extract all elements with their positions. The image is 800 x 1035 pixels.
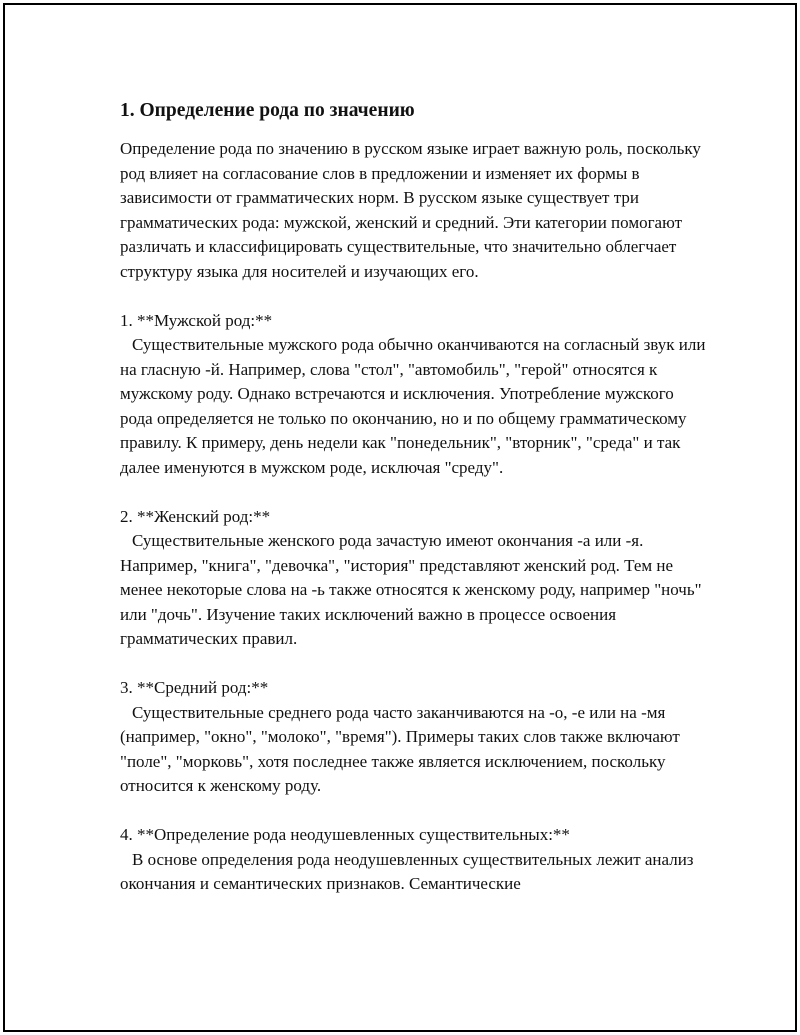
section-masculine [120, 309, 710, 481]
intro-paragraph: Определение рода по значению в русском языке играет важную роль, поскольку род влияет на согласование слов в предложении и изменяет их формы в зависимости от грамматических норм. В русском языке существует три грамматических рода: мужской, женский и средний. Эти категории помогают различать и классифицировать существительные, что значительно облегчает структуру языка для носителей и изучающих его. [120, 139, 701, 281]
section-feminine [120, 505, 710, 652]
section-inanimate [120, 823, 710, 897]
section-neuter [120, 676, 710, 799]
document-title: 1. Определение рода по значению [120, 100, 415, 121]
section-body: Существительные мужского рода обычно оканчиваются на согласный звук или на гласную -й. Например, слова "стол", "автомобиль", "герой" относятся к мужскому роду. Однако встречаются и исключения. Употребление мужского рода определяется не только по окончанию, но и по общему грамматическому правилу. К примеру, день недели как "понедельник", "вторник", "среда" и так далее именуются в мужском роде, исключая "среду". [120, 335, 706, 477]
section-body: Существительные среднего рода часто заканчиваются на -о, -е или на -мя (например, "окно", "молоко", "время"). Примеры таких слов также включают "поле", "морковь", хотя последнее также является исключением, поскольку относится к женскому роду. [120, 702, 680, 795]
section-heading: 1. **Мужской род:** [120, 310, 273, 330]
section-heading: 4. **Определение рода неодушевленных существительных:** [120, 825, 570, 844]
document-page [3, 3, 797, 1032]
section-body: В основе определения рода неодушевленных существительных лежит анализ окончания и семантических признаков. Семантические [120, 849, 694, 893]
document-content [120, 99, 710, 921]
section-heading: 2. **Женский род:** [120, 506, 271, 526]
section-body: Существительные женского рода зачастую имеют окончания -а или -я. Например, "книга", "девочка", "история" представляют женский род. Тем не менее некоторые слова на -ь также относятся к женскому роду, например "ночь" или "дочь". Изучение таких исключений важно в процессе освоения грамматических правил. [120, 531, 702, 648]
section-heading: 3. **Средний род:** [120, 678, 269, 697]
